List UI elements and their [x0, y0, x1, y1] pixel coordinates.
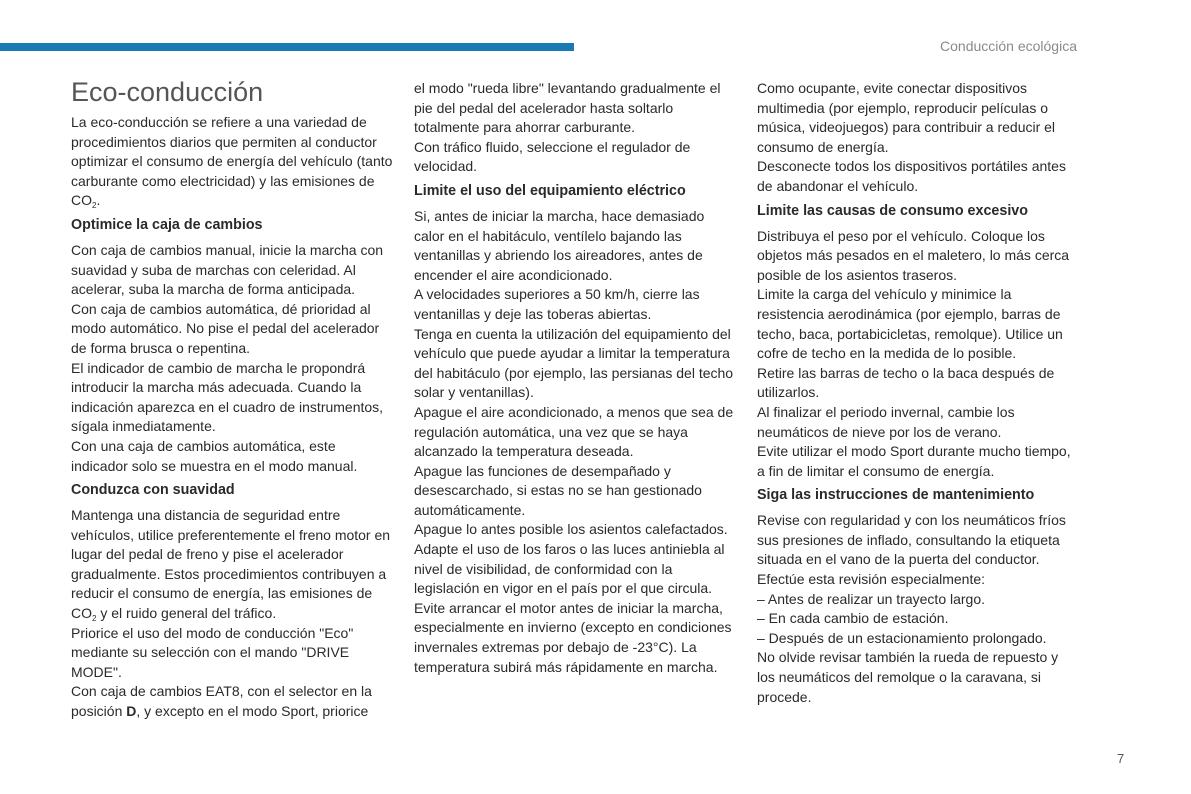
paragraph: Con tráfico fluido, seleccione el regulador de velocidad.	[414, 138, 691, 175]
list-item: – Antes de realizar un trayecto largo.	[757, 590, 986, 607]
paragraph: Apague lo antes posible los asientos calefactados.	[414, 521, 728, 538]
paragraph: Con caja de cambios EAT8, con el selector en la posición D, y excepto en el modo Sport, priorice	[71, 683, 372, 720]
paragraph: Priorice el uso del modo de conducción "Eco" mediante su selección con el mando "DRIVE MODE".	[71, 624, 354, 680]
paragraph: Revise con regularidad y con los neumáticos fríos sus presiones de inflado, consultando la etiqueta situada en el vano de la puerta del conductor.	[757, 512, 1066, 568]
column-1	[71, 113, 393, 722]
page-title: Eco-conducción	[71, 77, 264, 107]
paragraph: Adapte el uso de los faros o las luces antiniebla al nivel de visibilidad, de conformidad con la legislación en vigor en el país por el que circula.	[414, 541, 725, 597]
paragraph: Distribuya el peso por el vehículo. Coloque los objetos más pesados en el maletero, lo más cerca posible de los asientos traseros.	[757, 227, 1070, 283]
paragraph: Apague las funciones de desempañado y desescarchado, si estas no se han gestionado automáticamente.	[414, 462, 702, 518]
list-item: – En cada cambio de estación.	[757, 610, 949, 627]
paragraph: No olvide revisar también la rueda de repuesto y los neumáticos del remolque o la caravana, si procede.	[757, 649, 1059, 705]
heading-gearbox: Optimice la caja de cambios	[71, 216, 263, 233]
paragraph: Con caja de cambios manual, inicie la marcha con suavidad y suba de marchas con celeridad. Al acelerar, suba la marcha de forma anticipada.	[71, 241, 384, 298]
paragraph: Con caja de cambios automática, dé prioridad al modo automático. No pise el pedal del acelerador de forma brusca o repentina.	[71, 300, 380, 356]
intro-paragraph: La eco-conducción se refiere a una variedad de procedimientos diarios que permiten al conductor optimizar el consumo de energía del vehículo (tanto carburante como electricidad) y las emisiones de $CO_2$.	[71, 114, 393, 211]
paragraph: Evite arrancar el motor antes de iniciar la marcha, especialmente en invierno (excepto en condiciones invernales extremas por debajo de -23°C). La temperatura subirá más rápidamente en marcha.	[414, 599, 732, 675]
heading-smooth-driving: Conduzca con suavidad	[71, 482, 235, 499]
paragraph: Con una caja de cambios automática, este indicador solo se muestra en el modo manual.	[71, 437, 358, 474]
paragraph: Limite la carga del vehículo y minimice la resistencia aerodinámica (por ejemplo, barras de techo, baca, portabicicletas, remolque). Utilice un cofre de techo en la medida de lo posible.	[757, 286, 1063, 362]
paragraph: Mantenga una distancia de seguridad entre vehículos, utilice preferentemente el freno motor en lugar del pedal de freno y pise el acelerador gradualmente. Estos procedimientos contribuyen a reducir el consumo de energía, las emisiones de $CO_2$ y el ruido general del tráfico.	[71, 507, 391, 624]
paragraph: Si, antes de iniciar la marcha, hace demasiado calor en el habitáculo, ventílelo bajando las ventanillas y abriendo los aireadores, antes de encender el aire acondicionado.	[414, 207, 705, 283]
section-header: Conducción ecológica	[940, 38, 1077, 54]
paragraph: El indicador de cambio de marcha le propondrá introducir la marcha más adecuada. Cuando la indicación aparezca en el cuadro de instrumentos, sígala inmediatamente.	[71, 359, 384, 435]
page-number: 7	[1117, 751, 1125, 766]
paragraph: Como ocupante, evite conectar dispositivos multimedia (por ejemplo, reproducir películas o música, videojuegos) para contribuir a reducir el consumo de energía.	[757, 80, 1056, 155]
column-2	[414, 79, 734, 677]
paragraph: Al finalizar el periodo invernal, cambie los neumáticos de nieve por los de verano.	[757, 403, 1015, 440]
paragraph: Efectúe esta revisión especialmente:	[757, 571, 986, 588]
paragraph: Retire las barras de techo o la baca después de utilizarlos.	[757, 364, 1055, 401]
paragraph: Tenga en cuenta la utilización del equipamiento del vehículo que puede ayudar a limitar la temperatura del habitáculo (por ejemplo, las persianas del techo solar y ventanillas).	[414, 325, 734, 401]
paragraph: Desconecte todos los dispositivos portátiles antes de abandonar el vehículo.	[757, 158, 1066, 194]
paragraph: el modo "rueda libre" levantando gradualmente el pie del pedal del acelerador hasta soltarlo totalmente para ahorrar carburante.	[414, 80, 721, 136]
header-accent-bar	[0, 43, 574, 51]
heading-maintenance: Siga las instrucciones de mantenimiento	[757, 487, 1035, 504]
paragraph: A velocidades superiores a 50 km/h, cierre las ventanillas y deje las toberas abiertas.	[414, 286, 700, 322]
heading-electrical-equipment: Limite el uso del equipamiento eléctrico	[414, 182, 686, 199]
paragraph: Evite utilizar el modo Sport durante mucho tiempo, a fin de limitar el consumo de energía.	[757, 443, 1071, 479]
heading-excessive-consumption: Limite las causas de consumo excesivo	[757, 202, 1028, 219]
paragraph: Apague el aire acondicionado, a menos que sea de regulación automática, una vez que se haya alcanzado la temperatura deseada.	[414, 403, 734, 460]
column-3	[757, 79, 1079, 707]
list-item: – Después de un estacionamiento prolongado.	[757, 629, 1047, 646]
